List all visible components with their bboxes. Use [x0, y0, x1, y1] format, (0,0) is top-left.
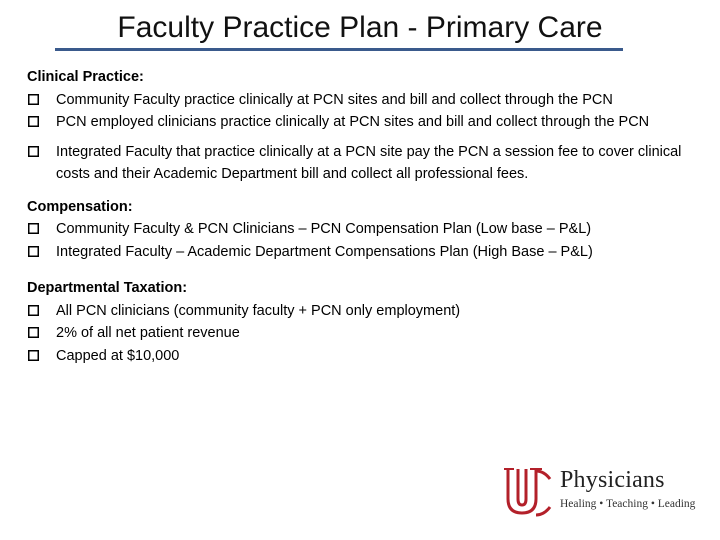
checkbox-bullet-icon: [28, 223, 39, 234]
list-item: [27, 89, 697, 112]
slide-title: Faculty Practice Plan - Primary Care: [117, 11, 603, 44]
list-item-text: PCN employed clinicians practice clinically at PCN sites and bill and collect through the PCN: [56, 114, 650, 130]
checkbox-bullet-icon: [28, 146, 39, 157]
checkbox-bullet-icon: [28, 116, 39, 127]
clinical-practice-section: [27, 66, 697, 186]
list-item: [27, 141, 697, 186]
list-item-text: Capped at $10,000: [56, 347, 180, 364]
list-item-text: All PCN clinicians (community faculty + PCN only employment): [56, 302, 461, 319]
uc-monogram-icon: [502, 465, 552, 519]
uc-physicians-logo: [502, 463, 702, 523]
list-item: [27, 111, 697, 134]
list-item: [27, 241, 697, 264]
list-item-text: Integrated Faculty – Academic Department Compensations Plan (High Base – P&L): [56, 243, 593, 260]
logo-brand-text: Physicians: [560, 467, 665, 493]
checkbox-bullet-icon: [28, 327, 39, 338]
checkbox-bullet-icon: [28, 94, 39, 105]
list-item-text: 2% of all net patient revenue: [56, 325, 240, 341]
list-item-text: Community Faculty & PCN Clinicians – PCN Compensation Plan (Low base – P&L): [56, 221, 592, 237]
title-underline: [55, 48, 623, 51]
section-heading: Clinical Practice:: [27, 69, 144, 85]
departmental-taxation-section: [27, 277, 697, 367]
list-item: [27, 345, 697, 368]
list-item: [27, 218, 697, 241]
checkbox-bullet-icon: [28, 350, 39, 361]
checkbox-bullet-icon: [28, 246, 39, 257]
logo-tagline: Healing • Teaching • Leading: [560, 498, 696, 510]
section-heading: Departmental Taxation:: [27, 280, 188, 296]
compensation-section: [27, 196, 697, 264]
list-item: [27, 322, 697, 345]
slide-body: [27, 66, 697, 377]
section-heading: Compensation:: [27, 198, 133, 215]
list-item-text: Integrated Faculty that practice clinically at a PCN site pay the PCN a session fee to cover clinical costs and their Academic Department bill and collect all professional fees.: [56, 143, 682, 182]
list-item-text: Community Faculty practice clinically at PCN sites and bill and collect through the PCN: [56, 91, 613, 108]
list-item: [27, 300, 697, 323]
checkbox-bullet-icon: [28, 305, 39, 316]
